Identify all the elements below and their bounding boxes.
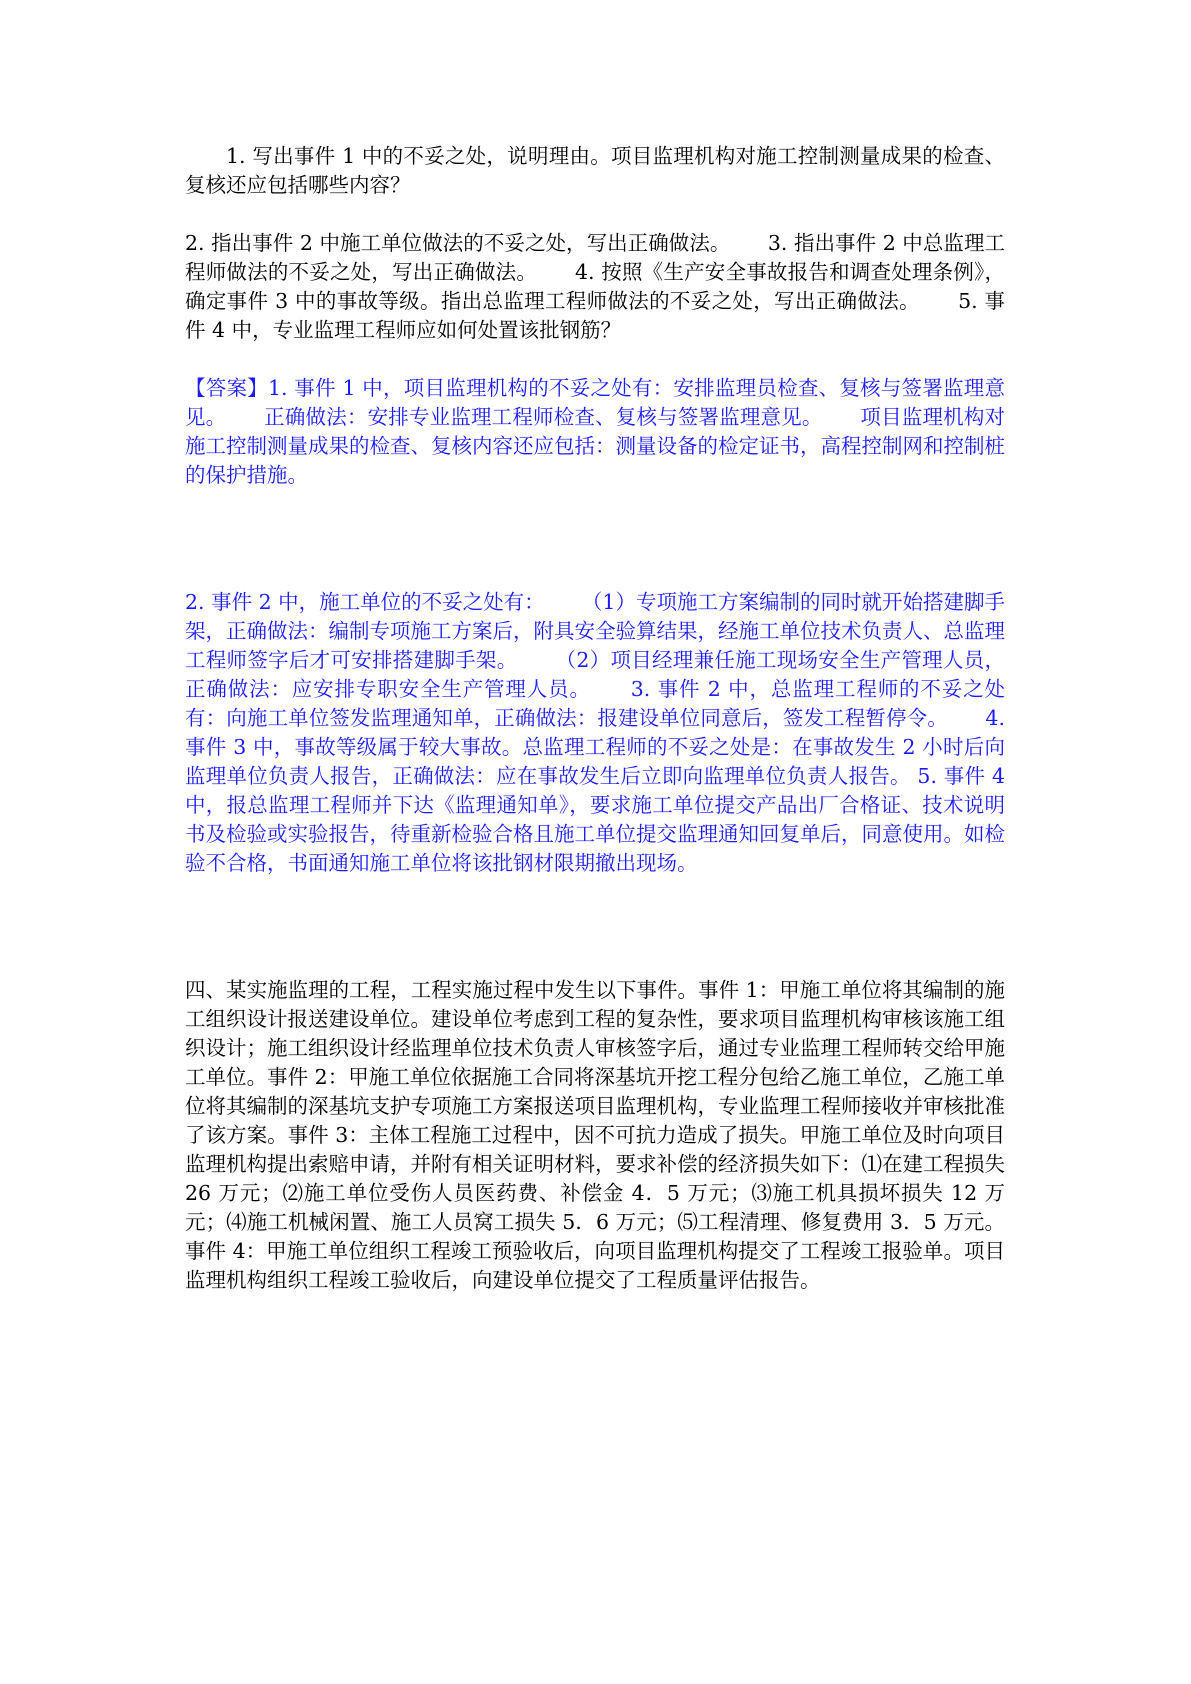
questions-2-to-5: 2. 指出事件 2 中施工单位做法的不妥之处，写出正确做法。 3. 指出事件 2 中总监理工程师做法的不妥之处，写出正确做法。 4. 按照《生产安全事故报告和调查处理条例》，确定事件 3 中的事故等级。指出总监理工程师做法的不妥之处，写出正确做法。 5. 事件 4 中，专业监理工程师应如何处置该批钢筋？ — [185, 231, 1005, 342]
question-1: 1. 写出事件 1 中的不妥之处，说明理由。项目监理机构对施工控制测量成果的检查、复核还应包括哪些内容？ — [185, 144, 1005, 197]
problem-4-text: 四、某实施监理的工程，工程实施过程中发生以下事件。事件 1：甲施工单位将其编制的施工组织设计报送建设单位。建设单位考虑到工程的复杂性，要求项目监理机构审核该施工组织设计；施工组织设计经监理单位技术负责人审核签字后，通过专业监理工程师转交给甲施工单位。事件 2：甲施工单位依据施工合同将深基坑开挖工程分包给乙施工单位，乙施工单位将其编制的深基坑支护专项施工方案报送项目监理机构，专业监理工程师接收并审核批准了该方案。事件 3：主体工程施工过程中，因不可抗力造成了损失。甲施工单位及时向项目监理机构提出索赔申请，并附有相关证明材料，要求补偿的经济损失如下：⑴在建工程损失 26 万元；⑵施工单位受伤人员医药费、补偿金 4．5 万元；⑶施工机具损坏损失 12 万元；⑷施工机械闲置、施工人员窝工损失 5．6 万元；⑸工程清理、修复费用 3．5 万元。事件 4：甲施工单位组织工程竣工预验收后，向项目监理机构提交了工程竣工报验单。项目监理机构组织工程竣工验收后，向建设单位提交了工程质量评估报告。 — [185, 978, 1012, 1292]
document-page — [185, 142, 1012, 1295]
answers-2-to-5: 2. 事件 2 中，施工单位的不妥之处有： （1）专项施工方案编制的同时就开始搭建脚手架，正确做法：编制专项施工方案后，附具安全验算结果，经施工单位技术负责人、总监理工程师签字后才可安排搭建脚手架。 （2）项目经理兼任施工现场安全生产管理人员，正确做法：应安排专职安全生产管理人员。 3. 事件 2 中，总监理工程师的不妥之处有：向施工单位签发监理通知单，正确做法：报建设单位同意后，签发工程暂停令。 4. 事件 3 中，事故等级属于较大事故。总监理工程师的不妥之处是：在事故发生 2 小时后向监理单位负责人报告，正确做法：应在事故发生后立即向监理单位负责人报告。 5. 事件 4 中，报总监理工程师并下达《监理通知单》，要求施工单位提交产品出厂合格证、技术说明书及检验或实验报告，待重新检验合格且施工单位提交监理通知回复单后，同意使用。如检验不合格，书面通知施工单位将该批钢材限期撤出现场。 — [185, 590, 1012, 875]
answer-1: 【答案】1. 事件 1 中，项目监理机构的不妥之处有：安排监理员检查、复核与签署监理意见。 正确做法：安排专业监理工程师检查、复核与签署监理意见。 项目监理机构对施工控制测量成果的检查、复核内容还应包括：测量设备的检定证书，高程控制网和控制桩的保护措施。 — [185, 376, 1005, 487]
